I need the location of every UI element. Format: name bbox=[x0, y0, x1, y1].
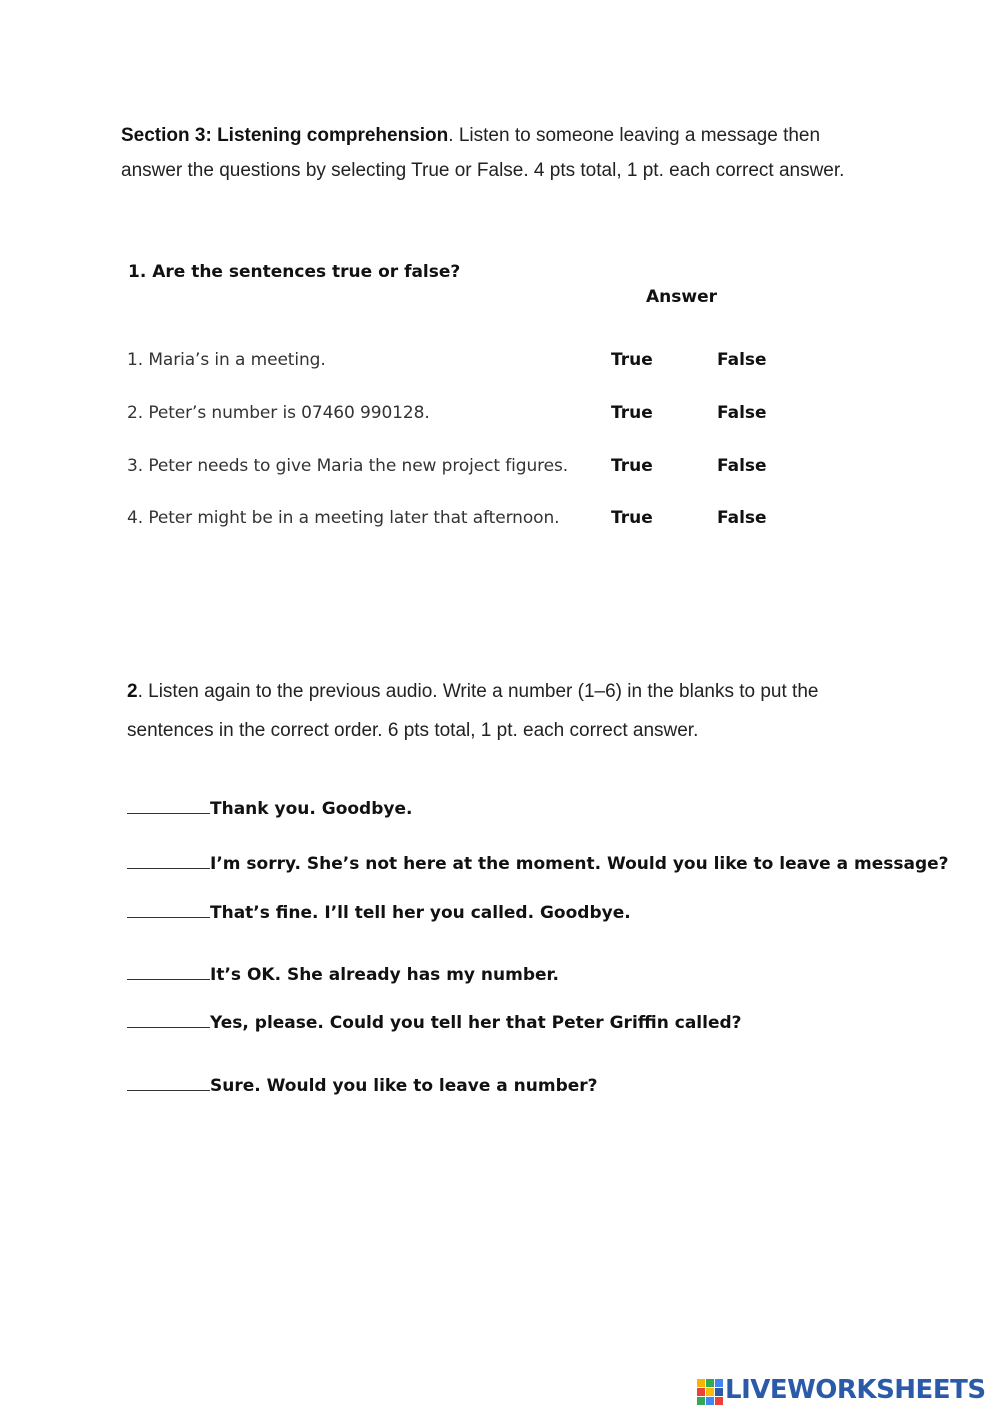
order-item bbox=[127, 961, 559, 987]
order-sentence: I’m sorry. She’s not here at the moment. Would you like to leave a message? bbox=[210, 854, 949, 874]
order-sentence: It’s OK. She already has my number. bbox=[210, 965, 559, 985]
tf-statement: 4. Peter might be in a meeting later that afternoon. bbox=[127, 508, 560, 528]
order-sentence: Yes, please. Could you tell her that Peter Griffin called? bbox=[210, 1013, 742, 1033]
question-2-number: 2 bbox=[127, 681, 138, 702]
order-sentence: Sure. Would you like to leave a number? bbox=[210, 1076, 598, 1096]
false-option[interactable]: False bbox=[717, 456, 767, 476]
false-option[interactable]: False bbox=[717, 508, 767, 528]
tf-row bbox=[0, 403, 1000, 429]
true-option[interactable]: True bbox=[611, 456, 653, 476]
order-sentence: That’s fine. I’ll tell her you called. Goodbye. bbox=[210, 903, 631, 923]
order-item bbox=[127, 795, 412, 821]
question-2-text: . Listen again to the previous audio. Write a number (1–6) in the blanks to put the sentences in the correct order. 6 pts total, 1 pt. each correct answer. bbox=[127, 681, 819, 741]
order-number-blank[interactable] bbox=[127, 961, 210, 980]
order-item bbox=[127, 899, 631, 925]
false-option[interactable]: False bbox=[717, 350, 767, 370]
tf-row bbox=[0, 456, 1000, 482]
order-item bbox=[127, 850, 949, 876]
question-1-title: 1. Are the sentences true or false? bbox=[128, 262, 461, 282]
question-2-instructions bbox=[127, 672, 897, 750]
order-item bbox=[127, 1009, 742, 1035]
order-number-blank[interactable] bbox=[127, 1009, 210, 1028]
tf-statement: 1. Maria’s in a meeting. bbox=[127, 350, 326, 370]
order-number-blank[interactable] bbox=[127, 899, 210, 918]
tf-statement: 3. Peter needs to give Maria the new project figures. bbox=[127, 456, 569, 476]
answer-column-header: Answer bbox=[646, 287, 717, 307]
section-heading: Section 3: Listening comprehension bbox=[121, 125, 449, 146]
logo-text: LIVEWORKSHEETS bbox=[725, 1375, 986, 1405]
order-number-blank[interactable] bbox=[127, 795, 210, 814]
false-option[interactable]: False bbox=[717, 403, 767, 423]
true-option[interactable]: True bbox=[611, 508, 653, 528]
section-intro bbox=[121, 118, 881, 188]
tf-statement: 2. Peter’s number is 07460 990128. bbox=[127, 403, 430, 423]
tf-row bbox=[0, 508, 1000, 534]
order-number-blank[interactable] bbox=[127, 850, 210, 869]
section-instructions: . Listen to someone leaving a message then answer the questions by selecting True or False. 4 pts total, 1 pt. each correct answer. bbox=[121, 125, 845, 181]
order-number-blank[interactable] bbox=[127, 1072, 210, 1091]
true-option[interactable]: True bbox=[611, 350, 653, 370]
order-item bbox=[127, 1072, 598, 1098]
true-option[interactable]: True bbox=[611, 403, 653, 423]
tf-row bbox=[0, 350, 1000, 376]
logo-blocks-icon bbox=[697, 1379, 725, 1407]
order-sentence: Thank you. Goodbye. bbox=[210, 799, 413, 819]
